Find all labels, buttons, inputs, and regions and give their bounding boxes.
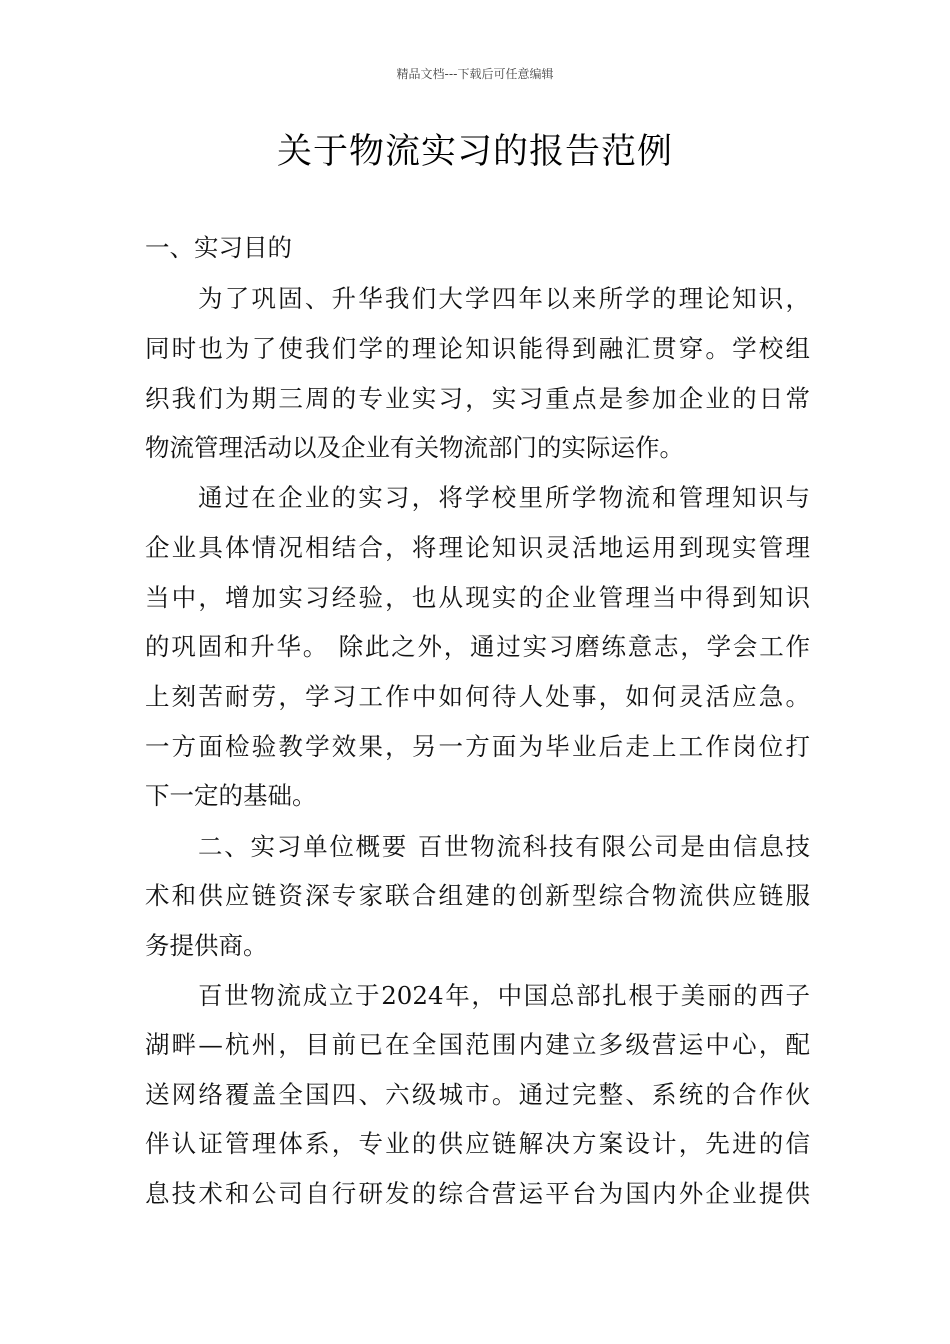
paragraph-line: 当中，增加实习经验，也从现实的企业管理当中得到知识 [145,583,810,612]
paragraph-line: 息技术和公司自行研发的综合营运平台为国内外企业提供 [145,1179,810,1208]
paragraph-line: 一方面检验教学效果，另一方面为毕业后走上工作岗位打 [145,732,810,761]
paragraph-line: 的巩固和升华。 除此之外，通过实习磨练意志，学会工作 [145,632,810,661]
paragraph-line: 上刻苦耐劳，学习工作中如何待人处事，如何灵活应急。 [145,682,810,711]
paragraph-line: 伴认证管理体系，专业的供应链解决方案设计，先进的信 [145,1129,810,1158]
section-heading: 一、实习目的 [145,233,292,262]
paragraph-line: 务提供商。 [145,931,268,960]
paragraph-line: 为了巩固、升华我们大学四年以来所学的理论知识， [198,284,810,313]
paragraph-line: 术和供应链资深专家联合组建的创新型综合物流供应链服 [145,881,810,910]
paragraph-line: 湖畔—杭州，目前已在全国范围内建立多级营运中心，配 [145,1030,810,1059]
header-note: 精品文档---下载后可任意编辑 [396,67,554,81]
paragraph-line: 二、实习单位概要 百世物流科技有限公司是由信息技 [198,832,810,861]
paragraph-line: 送网络覆盖全国四、六级城市。通过完整、系统的合作伙 [145,1080,810,1109]
paragraph-line: 织我们为期三周的专业实习，实习重点是参加企业的日常 [145,384,810,413]
paragraph-line: 企业具体情况相结合，将理论知识灵活地运用到现实管理 [145,533,810,562]
paragraph-line: 物流管理活动以及企业有关物流部门的实际运作。 [145,433,684,462]
paragraph-line: 下一定的基础。 [145,781,317,810]
document-title: 关于物流实习的报告范例 [276,132,673,172]
paragraph-line: 百世物流成立于2024年，中国总部扎根于美丽的西子 [198,981,810,1010]
paragraph-line: 通过在企业的实习，将学校里所学物流和管理知识与 [198,483,810,512]
paragraph-line: 同时也为了使我们学的理论知识能得到融汇贯穿。学校组 [145,334,810,363]
